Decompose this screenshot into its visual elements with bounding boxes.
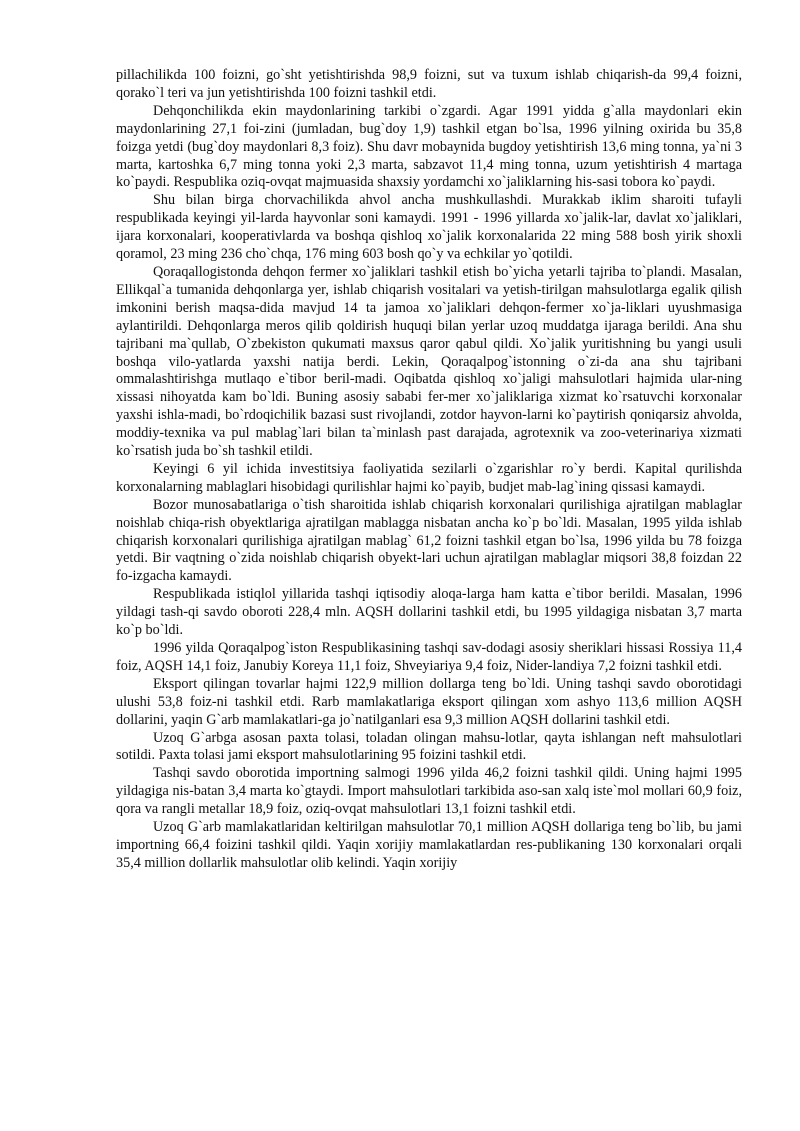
paragraph-far-west-imports: Uzoq G`arb mamlakatlaridan keltirilgan mahsulotlar 70,1 million AQSH dollariga teng bo`lib, bu jami importning 66,4 foizini tashkil qildi. Yaqin xorijiy mamlakatlardan res-publikaning 130 korxonalari orqali 35,4 million dollarlik mahsulotlar olib kelindi. Yaqin xorijiy [116,819,742,871]
paragraph-market-transition: Bozor munosabatlariga o`tish sharoitida ishlab chiqarish korxonalari qurilishiga ajratilgan mablaglar noishlab chiqa-rish obyektlariga ajratilgan mablagga nisbatan ancha ko`p bo`ldi. Masalan, 1995 yilda ishlab chiqarish korxonalari qurilishiga ajratilgan mablag` 61,2 foizni tashkil etgan bo`lsa, 1996 yilda bu 78 foizga yetdi. Bir vaqtning o`zida noishlab chiqarish obyekt-lari uchun ajratilgan mablaglar miqsori 38,8 foizdan 22 fo-izgacha kamaydi. [116,496,742,585]
paragraph-crop-structure: Dehqonchilikda ekin maydonlarining tarkibi o`zgardi. Agar 1991 yidda g`alla maydonlari ekin maydonlarining 27,1 foi-zini (jumladan, bug`doy 1,9) tashkil etgan bo`lsa, 1996 yilning oxirida bu 35,8 foizga yetdi (bug`doy maydonlari 8,3 foiz). Shu davr mobaynida bugdoy yetishtirish 13,6 ming tonna, ya`ni 3 marta, kartoshka 6,7 ming tonna yoki 2,3 marta, sabzavot 11,4 ming tonna, uzum yetishtirish 4 martaga ko`paydi. Respublika oziq-ovqat majmuasida shaxsiy yordamchi xo`jaliklarning his-sasi tobora ko`paydi. [116,102,742,191]
paragraph-livestock: Shu bilan birga chorvachilikda ahvol ancha mushkullashdi. Murakkab iklim sharoiti tufayli respublikada keyingi yil-larda hayvonlar soni kamaydi. 1991 - 1996 yillarda xo`jalik-lar, davlat xo`jaliklari, ijara korxonalari, kooperativlarda va boshqa qishloq xo`jalik korxonalarida 22 ming 588 bosh yirik shoxli qoramol, 23 ming 236 cho`chqa, 176 ming 603 bosh qo`y va echkilar yo`qotildi. [116,192,742,263]
paragraph-far-west-exports: Uzoq G`arbga asosan paxta tolasi, toladan olingan mahsu-lotlar, qayta ishlangan neft mahsulotlari sotildi. Paxta tolasi jami eksport mahsulotlarining 95 foizini tashkil etdi. [116,729,742,764]
paragraph-export: Eksport qilingan tovarlar hajmi 122,9 million dollarga teng bo`ldi. Uning tashqi savdo oborotidagi ulushi 53,8 foiz-ni tashkil etdi. Rarb mamlakatlariga eksport qilingan xom ashyo 113,6 million AQSH dollarini, yaqin G`arb mamlakatlari-ga jo`natilganlari esa 9,3 million AQSH dollarini tashkil etdi. [116,675,742,728]
paragraph-farmer-households: Qoraqallogistonda dehqon fermer xo`jaliklari tashkil etish bo`yicha yetarli tajriba to`plandi. Masalan, Ellikqal`a tumanida dehqonlarga yer, ishlab chiqarish vositalari va yetish-tirilgan mahsulotlarga egalik qilish imkonini berish maqsa-dida mavjud 14 ta jamoa xo`jaliklari dehqon-fermer xo`ja-liklari uyushmasiga aylantirildi. Dehqonlarga meros qilib qoldirish huquqi bilan yerlar uzoq muddatga ijaraga berildi. Ana shu tajribani ma`qullab, O`zbekiston qukumati maxsus qaror qabul qildi. Xo`jalik yuritishning bu yangi usuli boshqa vilo-yatlarda yaxshi natija berdi. Lekin, Qoraqalpog`istonning o`zi-da ana shu tajribani ommalashtirishga mutlaqo e`tibor beril-madi. Oqibatda qishloq xo`jaligi mahsulotlari hajmida ular-ning xissasi nihoyatda kam bo`ldi. Buning asosiy sababi fer-mer xo`jaliklariga xizmat ko`rsatuvchi korxonalar yaxshi ishla-madi, bo`rdoqichilik bazasi sust rivojlandi, zotdor hayvon-larni ko`paytirish qoniqarsiz ahvolda, moddiy-texnika va pul mablag`lari bilan ta`minlash past darajada, agrotexnik va zoo-veterinariya xizmati ko`rsatish juda bo`sh tashkil etildi. [116,263,742,460]
document-page [116,67,742,873]
paragraph-continuation: pillachilikda 100 foizni, go`sht yetishtirishda 98,9 foizni, sut va tuxum ishlab chiqarish-da 99,4 foizni, qorako`l teri va jun yetishtirishda 100 foizni tashkil etdi. [116,67,742,101]
paragraph-import: Tashqi savdo oborotida importning salmogi 1996 yilda 46,2 foizni tashkil qildi. Uning hajmi 1995 yildagiga nis-batan 3,4 marta ko`gtaydi. Import mahsulotlari tarkibida aso-san xalq iste`mol mollari 60,9 foiz, qora va rangli metallar 18,9 foiz, oziq-ovqat mahsulotlari 13,1 foizni tashkil etdi. [116,765,742,818]
paragraph-investment: Keyingi 6 yil ichida investitsiya faoliyatida sezilarli o`zgarishlar ro`y berdi. Kapital qurilishda korxonalarning mablaglari hisobidagi qurilishlar hajmi ko`payib, budjet mab-lag`ining qissasi kamaydi. [116,460,742,495]
paragraph-foreign-economic-relations: Respublikada istiqlol yillarida tashqi iqtisodiy aloqa-larga ham katta e`tibor berildi. Masalan, 1996 yildagi tash-qi savdo oboroti 228,4 mln. AQSH dollarini tashkil etdi, bu 1995 yildagiga nisbatan 3,7 marta ko`p bo`ldi. [116,586,742,639]
paragraph-trade-partners: 1996 yilda Qoraqalpog`iston Respublikasining tashqi sav-dodagi asosiy sheriklari hissasi Rossiya 11,4 foiz, AQSH 14,1 foiz, Janubiy Koreya 11,1 foiz, Shveyiariya 9,4 foiz, Nider-landiya 7,2 foizni tashkil etdi. [116,640,742,674]
